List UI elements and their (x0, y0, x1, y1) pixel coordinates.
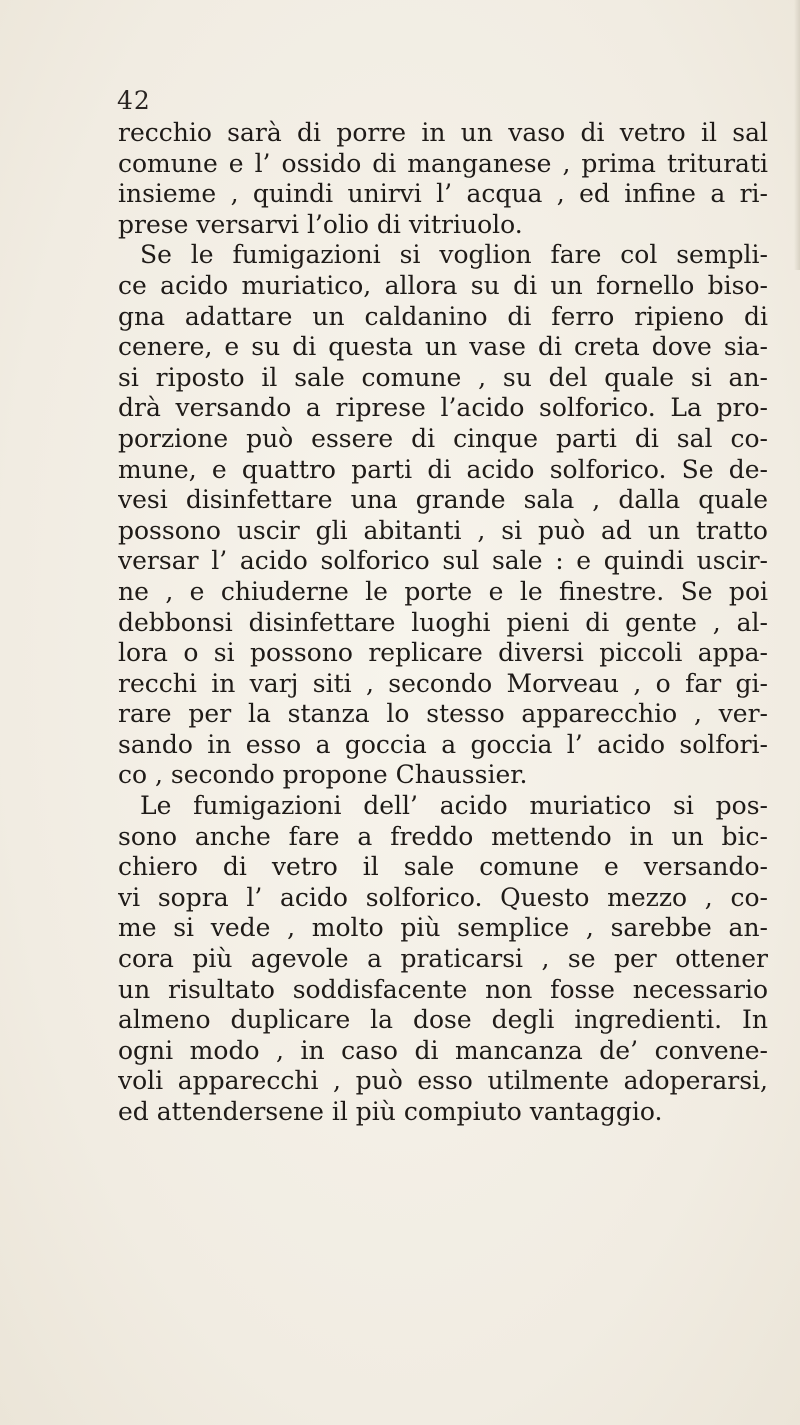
text-line: un risultato soddisfacente non fosse necessario (118, 974, 768, 1004)
text-line: mune, e quattro parti di acido solforico. Se de- (118, 454, 768, 484)
text-line: possono uscir gli abitanti , si può ad un tratto (118, 515, 768, 545)
text-line: ed attendersene il più compiuto vantaggio. (118, 1097, 663, 1126)
text-line: me si vede , molto più semplice , sarebbe an- (118, 913, 768, 943)
text-line: porzione può essere di cinque parti di sal co- (118, 423, 768, 453)
text-line: prese versarvi l’olio di vitriuolo. (118, 209, 523, 239)
text-line: recchi in varj siti , secondo Morveau , o far gi- (118, 668, 768, 698)
body-text (118, 118, 768, 1128)
text-line: vesi disinfettare una grande sala , dalla quale (118, 485, 768, 515)
text-line: co , secondo propone Chaussier. (118, 760, 528, 790)
text-line: vi sopra l’ acido solforico. Questo mezzo , co- (118, 882, 768, 912)
text-line: sono anche fare a freddo mettendo in un bic- (118, 821, 768, 851)
text-line: chiero di vetro il sale comune e versando- (118, 852, 768, 882)
text-line: insieme , quindi unirvi l’ acqua , ed infine a ri- (118, 179, 768, 209)
text-line: Se le fumigazioni si voglion fare col sempli- (140, 240, 768, 270)
text-line: ce acido muriatico, allora su di un fornello biso- (118, 270, 768, 300)
text-line: voli apparecchi , può esso utilmente adoperarsi, (118, 1066, 768, 1096)
text-line: almeno duplicare la dose degli ingredienti. In (118, 1005, 768, 1035)
text-line: comune e l’ ossido di manganese , prima triturati (118, 148, 768, 178)
text-line: drà versando a riprese l’acido solforico. La pro- (118, 393, 768, 423)
page-edge-shadow (794, 0, 800, 270)
text-line: lora o si possono replicare diversi piccoli appa- (118, 638, 768, 668)
text-line: ogni modo , in caso di mancanza de’ convene- (118, 1035, 768, 1065)
text-line: ne , e chiuderne le porte e le finestre. Se poi (118, 576, 768, 606)
text-line: cora più agevole a praticarsi , se per ottener (118, 944, 768, 974)
text-line: Le fumigazioni dell’ acido muriatico si pos- (140, 791, 768, 821)
text-line: sando in esso a goccia a goccia l’ acido solfori- (118, 729, 768, 759)
page-number: 42 (117, 86, 151, 115)
text-line: cenere, e su di questa un vase di creta dove sia- (118, 332, 768, 362)
text-line: recchio sarà di porre in un vaso di vetro il sal (118, 118, 768, 147)
text-line: versar l’ acido solforico sul sale : e quindi uscir- (118, 546, 768, 576)
text-line: gna adattare un caldanino di ferro ripieno di (118, 301, 768, 331)
text-line: debbonsi disinfettare luoghi pieni di gente , al- (118, 607, 768, 637)
text-line: rare per la stanza lo stesso apparecchio , ver- (118, 699, 768, 729)
text-line: si riposto il sale comune , su del quale si an- (118, 362, 768, 392)
